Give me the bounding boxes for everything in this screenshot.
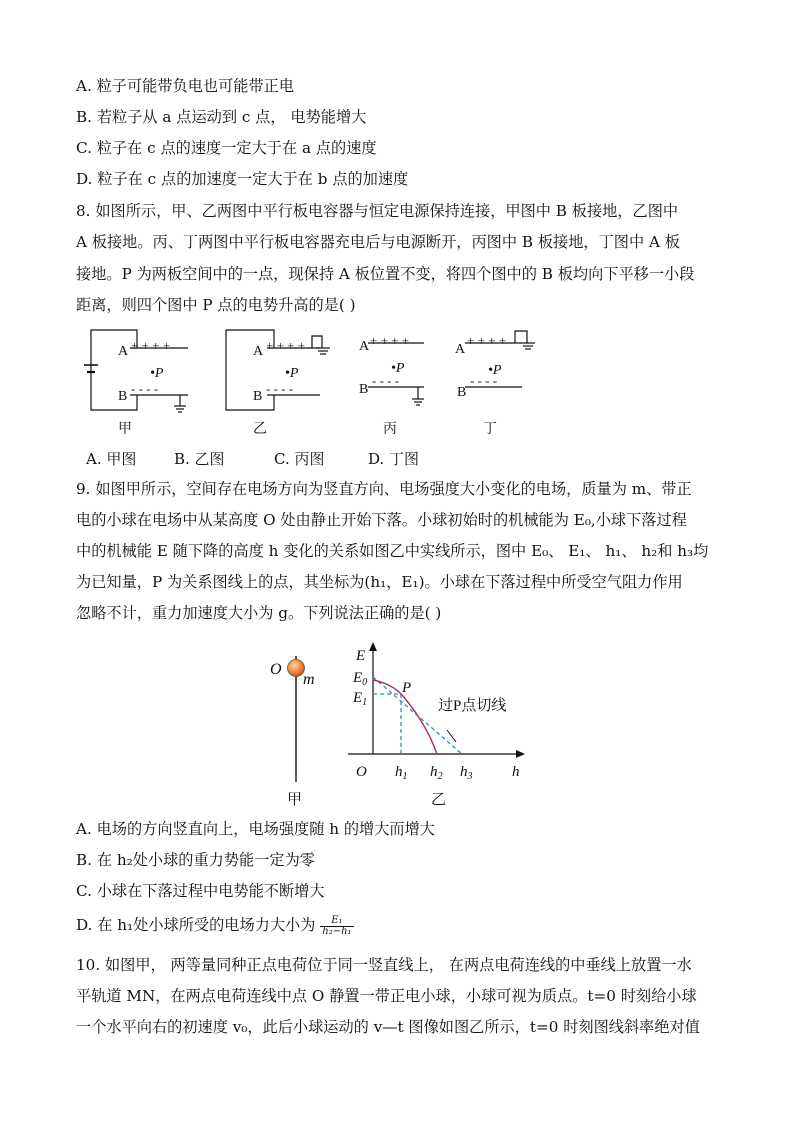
fig-yi-plate-a-label: A bbox=[253, 344, 264, 359]
fig-ding-caption: 丁 bbox=[483, 422, 497, 437]
fig-jia-plate-a-label: A bbox=[118, 344, 129, 359]
fig-bing-caption: 丙 bbox=[383, 422, 397, 437]
fig-jia-minus-charges: - - - - bbox=[131, 381, 159, 396]
q9-stem-line-5: 忽略不计，重力加速度大小为 g。下列说法正确的是( ) bbox=[76, 604, 442, 622]
q7-option-c: C. 粒子在 c 点的速度一定大于在 a 点的速度 bbox=[76, 139, 377, 157]
fig-ding-plate-b-label: B bbox=[457, 385, 467, 400]
fig-ding-plate-a-label: A bbox=[455, 342, 466, 357]
q8-stem-line-1: 8. 如图所示，甲、乙两图中平行板电容器与恒定电源保持连接，甲图中 B 板接地，乙图中 bbox=[76, 202, 679, 220]
fig-ding-plus-charges: + + + + bbox=[467, 333, 507, 348]
h2-tick-label: $h_2$ bbox=[430, 764, 443, 782]
q10-stem-line-3: 一个水平向右的初速度 v₀，此后小球运动的 v—t 图像如图乙所示，t=0 时刻图线斜率绝对值 bbox=[76, 1018, 700, 1036]
q9-figures bbox=[0, 636, 793, 814]
q8-stem-line-4: 距离，则四个图中 P 点的电势升高的是( ) bbox=[76, 296, 356, 314]
e1-label: $E_1$ bbox=[353, 690, 368, 708]
q8-stem-line-3: 接地。P 为两板空间中的一点，现保持 A 板位置不变，将四个图中的 B 板均向下平移一小段 bbox=[76, 265, 695, 283]
q8-option-b: B. 乙图 bbox=[174, 450, 225, 468]
q8-option-d: D. 丁图 bbox=[368, 450, 420, 468]
fig-yi-point-p: •P bbox=[285, 366, 299, 381]
fig-bing-plate-b-label: B bbox=[359, 382, 369, 397]
fig-jia-plus-charges: + + + + bbox=[131, 338, 171, 353]
h3-tick-label: $h_3$ bbox=[460, 764, 473, 782]
q9-option-b: B. 在 h₂处小球的重力势能一定为零 bbox=[76, 851, 315, 869]
q7-option-b: B. 若粒子从 a 点运动到 c 点， 电势能增大 bbox=[76, 108, 367, 126]
q9-option-c: C. 小球在下落过程中电势能不断增大 bbox=[76, 882, 325, 900]
ball-icon bbox=[288, 660, 305, 677]
fig-jia-caption-q9: 甲 bbox=[287, 792, 303, 808]
q8-capacitor-figures bbox=[0, 322, 793, 442]
fig-yi-minus-charges: - - - - bbox=[266, 381, 294, 396]
q7-option-d: D. 粒子在 c 点的加速度一定大于在 b 点的加速度 bbox=[76, 170, 409, 188]
fig-jia-caption: 甲 bbox=[118, 422, 132, 437]
fraction-numerator: E₁ bbox=[320, 916, 353, 927]
q9-stem-line-1: 9. 如图甲所示，空间存在电场方向为竖直方向、电场强度大小变化的电场，质量为 m、带正 bbox=[76, 480, 692, 498]
axis-h-label: h bbox=[512, 764, 520, 780]
fig-ding-minus-charges: - - - - bbox=[470, 373, 498, 388]
fig-jia-o-label: O bbox=[270, 661, 282, 678]
fig-bing-minus-charges: - - - - bbox=[372, 373, 400, 388]
fig-yi-plus-charges: + + + + bbox=[266, 338, 306, 353]
origin-label: O bbox=[356, 764, 367, 780]
q8-stem-line-2: A 板接地。丙、丁两图中平行板电容器充电后与电源断开，丙图中 B 板接地，丁图中 A 板 bbox=[76, 233, 680, 251]
q9-option-d-fraction bbox=[320, 916, 353, 937]
fig-yi-plate-b-label: B bbox=[253, 389, 263, 404]
fig-bing-plate-a-label: A bbox=[359, 339, 370, 354]
axis-e-label: E bbox=[356, 648, 366, 664]
fig-yi-caption: 乙 bbox=[253, 422, 267, 437]
q9-stem-line-3: 中的机械能 E 随下降的高度 h 变化的关系如图乙中实线所示，图中 E₀、 E₁、 h₁、 h₂和 h₃均 bbox=[76, 542, 709, 560]
q9-option-a: A. 电场的方向竖直向上，电场强度随 h 的增大而增大 bbox=[76, 820, 435, 838]
h1-tick-label: $h_1$ bbox=[395, 764, 408, 782]
fig-bing-plus-charges: + + + + bbox=[370, 333, 410, 348]
fig-jia-point-p: •P bbox=[150, 366, 164, 381]
q8-option-c: C. 丙图 bbox=[274, 450, 325, 468]
e0-label: $E_0$ bbox=[353, 670, 368, 688]
tangent-label: 过P点切线 bbox=[438, 698, 507, 714]
q10-stem-line-1: 10. 如图甲， 两等量同种正点电荷位于同一竖直线上， 在两点电荷连线的中垂线上放置一水 bbox=[76, 956, 692, 974]
fraction-denominator: h₂−h₁ bbox=[322, 925, 352, 937]
fig-jia-m-label: m bbox=[303, 671, 315, 688]
point-p-label: P bbox=[402, 680, 412, 696]
q9-option-d bbox=[76, 915, 354, 937]
q8-option-a: A. 甲图 bbox=[86, 450, 137, 468]
fig-bing-point-p: •P bbox=[391, 361, 405, 376]
fig-jia-plate-b-label: B bbox=[118, 389, 128, 404]
fig-yi-caption-q9: 乙 bbox=[431, 792, 447, 808]
fig-ding-point-p: •P bbox=[488, 363, 502, 378]
q9-option-d-text: D. 在 h₁处小球所受的电场力大小为 bbox=[76, 916, 316, 934]
q9-stem-line-4: 为已知量，P 为关系图线上的点，其坐标为(h₁，E₁)。小球在下落过程中所受空气阻力作用 bbox=[76, 573, 683, 591]
q7-option-a: A. 粒子可能带负电也可能带正电 bbox=[76, 77, 295, 95]
q9-stem-line-2: 电的小球在电场中从某高度 O 处由静止开始下落。小球初始时的机械能为 E₀,小球下落过程 bbox=[76, 511, 687, 529]
q10-stem-line-2: 平轨道 MN，在两点电荷连线中点 O 静置一带正电小球，小球可视为质点。t=0 时刻给小球 bbox=[76, 987, 697, 1005]
